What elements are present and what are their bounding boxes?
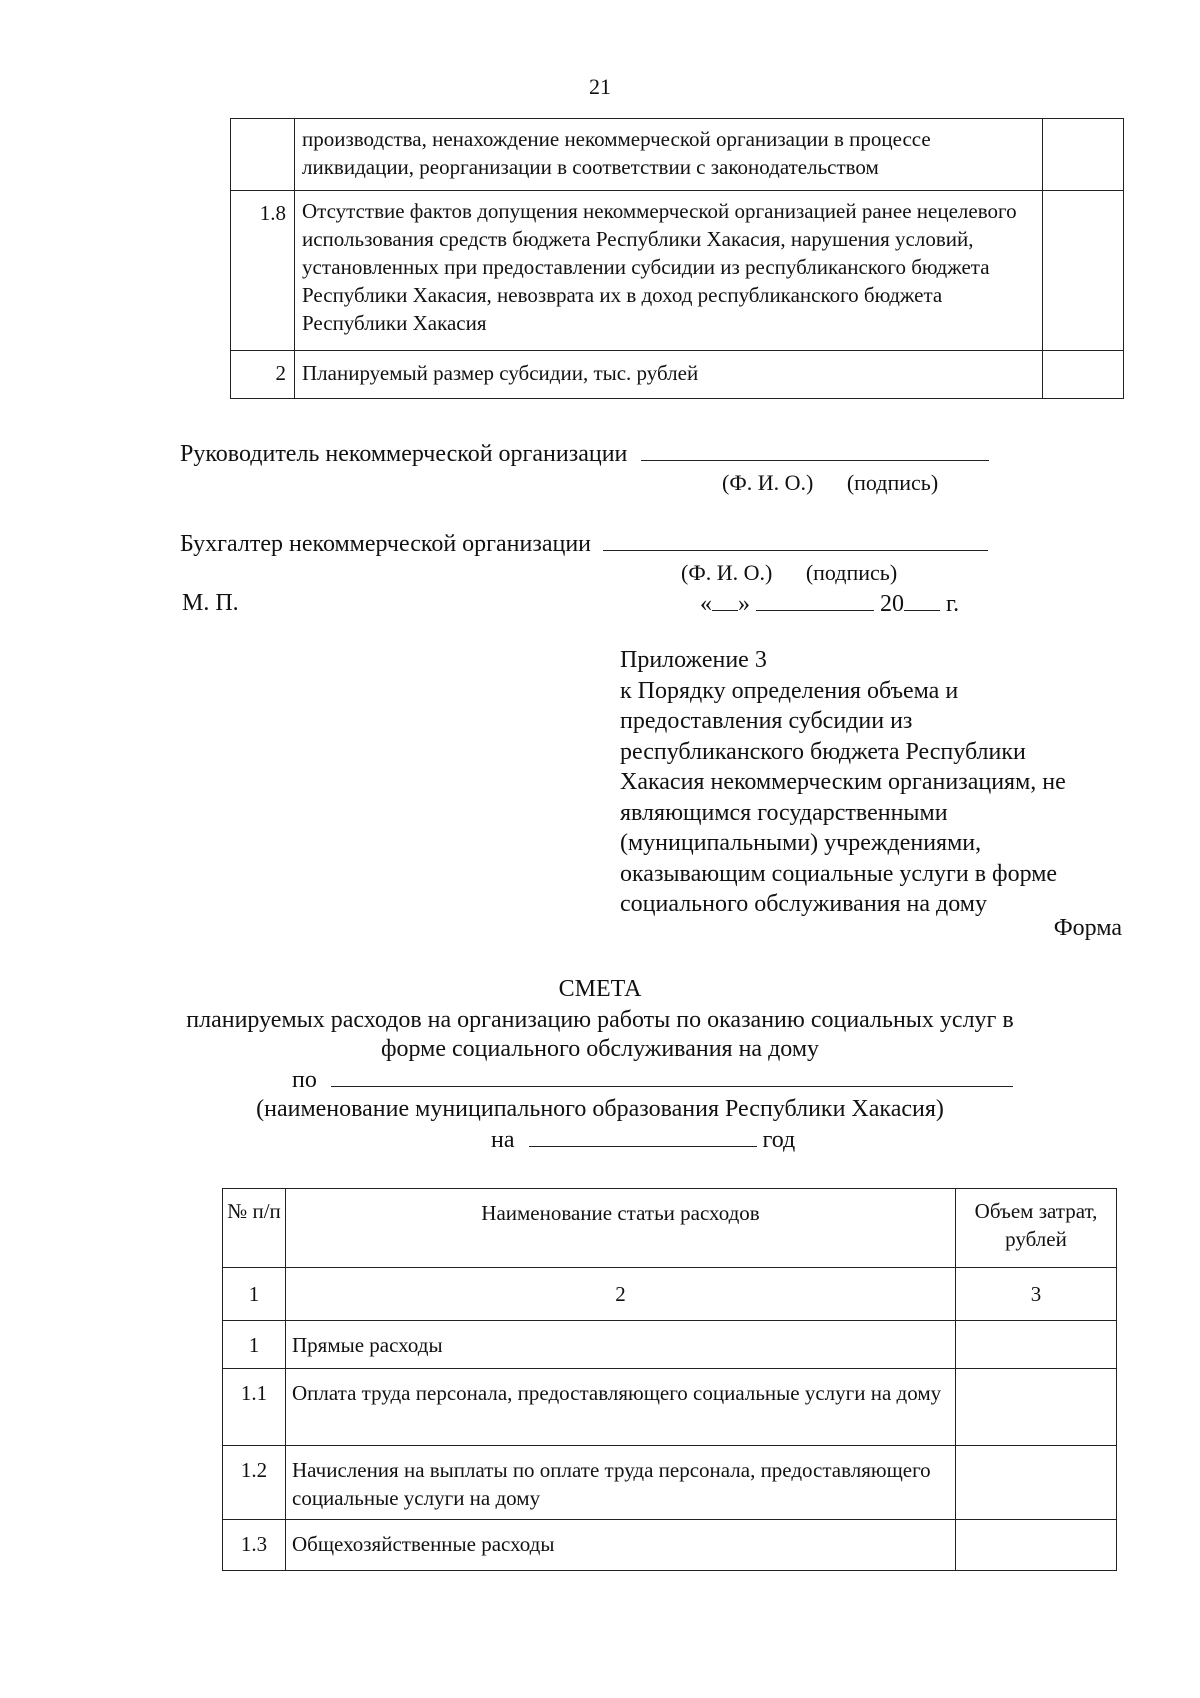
date-quote-open: « bbox=[700, 591, 712, 617]
annex-line: к Порядку определения объема и bbox=[620, 677, 959, 704]
header-row bbox=[223, 1189, 1117, 1268]
fio-caption: (Ф. И. О.) bbox=[681, 560, 773, 585]
annex-line: являющимся государственными bbox=[620, 799, 948, 826]
row-text: Общехозяйственные расходы bbox=[286, 1520, 956, 1571]
municipality-caption: (наименование муниципального образования Республики Хакасия) bbox=[256, 1096, 944, 1122]
estimate-table bbox=[222, 1188, 1117, 1571]
row-value-cell bbox=[956, 1520, 1117, 1571]
estimate-subtitle-line1: планируемых расходов на организацию работы по оказанию социальных услуг в bbox=[186, 1007, 1014, 1033]
annex-line: социального обслуживания на дому bbox=[620, 891, 987, 917]
form-label: Форма bbox=[1053, 915, 1122, 941]
row-value-cell bbox=[1043, 351, 1124, 399]
row-value-cell bbox=[956, 1446, 1117, 1520]
table-row bbox=[231, 119, 1124, 191]
annex-line: оказывающим социальные услуги в форме bbox=[620, 860, 1058, 887]
row-text: Прямые расходы bbox=[286, 1321, 956, 1369]
row-text: Начисления на выплаты по оплате труда персонала, предоставляющего социальные услуги на дому bbox=[286, 1446, 956, 1520]
date-row bbox=[700, 590, 959, 618]
row-number: 2 bbox=[231, 351, 295, 399]
year-row bbox=[491, 1126, 795, 1154]
year-prefix: 20 bbox=[880, 591, 904, 617]
table-row bbox=[231, 351, 1124, 399]
year-suffix: г. bbox=[946, 591, 960, 617]
annex-line: Хакасия некоммерческим организациям, не bbox=[620, 769, 1066, 795]
municipality-line bbox=[331, 1066, 1013, 1087]
date-quote-close: » bbox=[738, 591, 750, 617]
po-label: по bbox=[292, 1067, 317, 1093]
head-label: Руководитель некоммерческой организации bbox=[180, 441, 628, 467]
row-number: 1 bbox=[223, 1321, 286, 1369]
row-number: 1.8 bbox=[231, 191, 295, 351]
table-row bbox=[231, 191, 1124, 351]
row-text: производства, ненахождение некоммерческой организации в процессе ликвидации, реорганизации в соответствии с законодательством bbox=[295, 119, 1043, 191]
accountant-signature-row bbox=[180, 530, 988, 558]
stamp-place: М. П. bbox=[182, 590, 239, 616]
year-prefix-label: на bbox=[491, 1127, 515, 1153]
header-amount: Объем затрат, рублей bbox=[956, 1189, 1117, 1268]
row-number bbox=[231, 119, 295, 191]
column-number: 2 bbox=[286, 1268, 956, 1321]
sign-caption: (подпись) bbox=[846, 470, 939, 495]
annex-line: республиканского бюджета Республики bbox=[620, 738, 1026, 765]
day-line bbox=[712, 590, 738, 611]
header-name: Наименование статьи расходов bbox=[286, 1189, 956, 1268]
row-number: 1.2 bbox=[223, 1446, 286, 1520]
head-caption bbox=[722, 470, 938, 496]
row-number: 1.3 bbox=[223, 1520, 286, 1571]
annex-line: предоставления субсидии из bbox=[620, 708, 913, 734]
head-signature-line bbox=[641, 440, 989, 461]
row-number: 1.1 bbox=[223, 1369, 286, 1446]
head-signature-row bbox=[180, 440, 989, 468]
estimate-title: СМЕТА bbox=[558, 976, 642, 1002]
month-line bbox=[756, 590, 874, 611]
fio-caption: (Ф. И. О.) bbox=[722, 470, 814, 495]
annex-line: Приложение 3 bbox=[620, 647, 767, 673]
column-number-row bbox=[223, 1268, 1117, 1321]
year-suffix-label: год bbox=[762, 1127, 796, 1153]
table-row bbox=[223, 1369, 1117, 1446]
table-row bbox=[223, 1520, 1117, 1571]
header-num: № п/п bbox=[223, 1189, 286, 1268]
row-value-cell bbox=[1043, 119, 1124, 191]
row-text: Оплата труда персонала, предоставляющего социальные услуги на дому bbox=[286, 1369, 956, 1446]
row-text: Отсутствие фактов допущения некоммерческой организацией ранее нецелевого использования средств бюджета Республики Хакасия, нарушения условий, установленных при предоставлении субсидии из республиканского бюджета Республики Хакасия, невозврата их в доход республиканского бюджета Республики Хакасия bbox=[295, 191, 1043, 351]
year-line bbox=[529, 1126, 757, 1147]
accountant-label: Бухгалтер некоммерческой организации bbox=[180, 531, 592, 557]
row-value-cell bbox=[956, 1369, 1117, 1446]
annex-block bbox=[620, 645, 1140, 920]
table-row bbox=[223, 1446, 1117, 1520]
row-value-cell bbox=[956, 1321, 1117, 1369]
accountant-signature-line bbox=[603, 530, 988, 551]
municipality-row bbox=[292, 1066, 1013, 1094]
table-row bbox=[223, 1321, 1117, 1369]
sign-caption: (подпись) bbox=[805, 560, 898, 585]
criteria-table bbox=[230, 118, 1124, 399]
accountant-caption bbox=[681, 560, 897, 586]
estimate-subtitle-line2: форме социального обслуживания на дому bbox=[380, 1036, 820, 1062]
column-number: 1 bbox=[223, 1268, 286, 1321]
page-number: 21 bbox=[589, 74, 611, 99]
year-line bbox=[904, 590, 940, 611]
annex-line: (муниципальными) учреждениями, bbox=[620, 830, 982, 856]
row-text: Планируемый размер субсидии, тыс. рублей bbox=[295, 351, 1043, 399]
row-value-cell bbox=[1043, 191, 1124, 351]
column-number: 3 bbox=[956, 1268, 1117, 1321]
